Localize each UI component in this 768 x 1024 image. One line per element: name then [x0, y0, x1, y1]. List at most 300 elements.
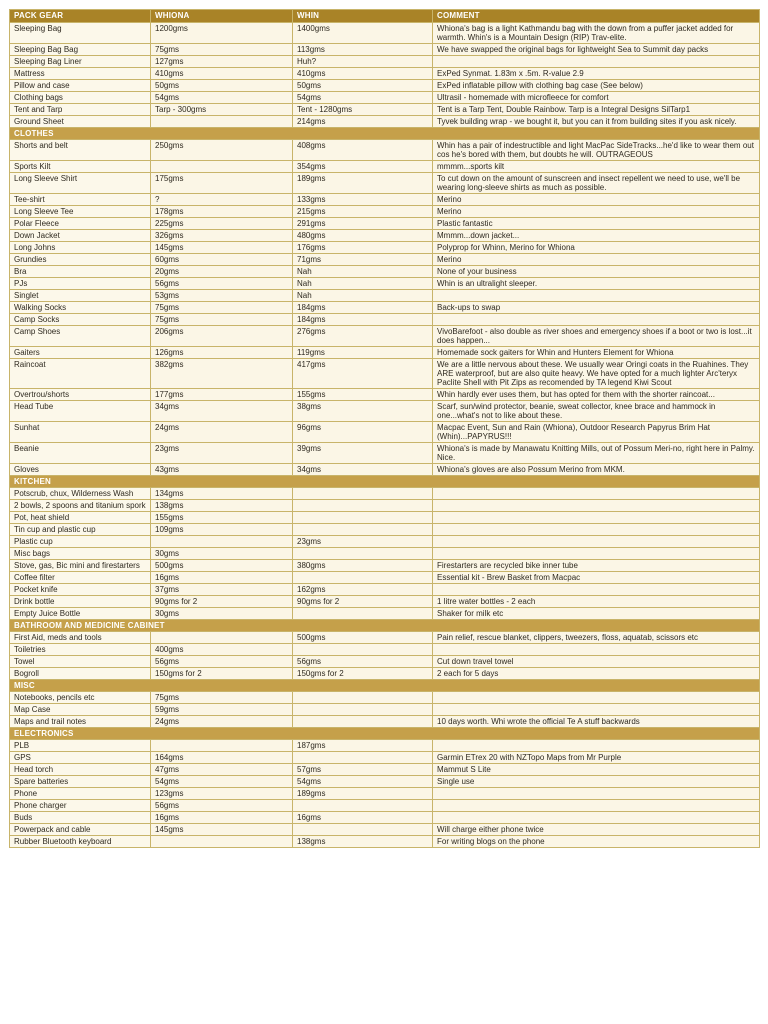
whiona-weight-cell: 47gms: [151, 764, 293, 776]
comment-cell: Scarf, sun/wind protector, beanie, sweat collector, knee brace and hammock in one...what's not to like about these.: [433, 401, 760, 422]
whiona-weight-cell: 326gms: [151, 230, 293, 242]
comment-cell: Firestarters are recycled bike inner tube: [433, 560, 760, 572]
table-row: [10, 422, 760, 443]
item-name-cell: Pillow and case: [10, 80, 151, 92]
item-name-cell: Coffee filter: [10, 572, 151, 584]
table-row: [10, 161, 760, 173]
item-name-cell: First Aid, meds and tools: [10, 632, 151, 644]
table-row: [10, 692, 760, 704]
whin-weight-cell: [293, 572, 433, 584]
whiona-weight-cell: 145gms: [151, 824, 293, 836]
whin-weight-cell: [293, 500, 433, 512]
whin-weight-cell: 214gms: [293, 116, 433, 128]
table-row: [10, 389, 760, 401]
whiona-weight-cell: ?: [151, 194, 293, 206]
comment-cell: Merino: [433, 206, 760, 218]
whiona-weight-cell: 177gms: [151, 389, 293, 401]
section-title: CLOTHES: [10, 128, 760, 140]
comment-cell: [433, 812, 760, 824]
item-name-cell: Phone charger: [10, 800, 151, 812]
whiona-weight-cell: 60gms: [151, 254, 293, 266]
comment-cell: Ultrasil - homemade with microfleece for comfort: [433, 92, 760, 104]
table-row: [10, 488, 760, 500]
whin-weight-cell: [293, 524, 433, 536]
header-whiona: WHIONA: [151, 10, 293, 23]
item-name-cell: Pocket knife: [10, 584, 151, 596]
whiona-weight-cell: 410gms: [151, 68, 293, 80]
whin-weight-cell: [293, 800, 433, 812]
comment-cell: Will charge either phone twice: [433, 824, 760, 836]
header-whin: WHIN: [293, 10, 433, 23]
item-name-cell: Rubber Bluetooth keyboard: [10, 836, 151, 848]
comment-cell: Back-ups to swap: [433, 302, 760, 314]
comment-cell: Merino: [433, 194, 760, 206]
table-row: [10, 116, 760, 128]
whiona-weight-cell: 75gms: [151, 692, 293, 704]
item-name-cell: Mattress: [10, 68, 151, 80]
table-row: [10, 788, 760, 800]
comment-cell: [433, 488, 760, 500]
table-row: [10, 548, 760, 560]
item-name-cell: Buds: [10, 812, 151, 824]
whin-weight-cell: [293, 488, 433, 500]
whin-weight-cell: 133gms: [293, 194, 433, 206]
item-name-cell: Map Case: [10, 704, 151, 716]
table-row: [10, 230, 760, 242]
whin-weight-cell: Tent - 1280gms: [293, 104, 433, 116]
item-name-cell: Head torch: [10, 764, 151, 776]
whin-weight-cell: 34gms: [293, 464, 433, 476]
item-name-cell: Down Jacket: [10, 230, 151, 242]
whiona-weight-cell: 75gms: [151, 314, 293, 326]
comment-cell: Whin is an ultralight sleeper.: [433, 278, 760, 290]
item-name-cell: Gaiters: [10, 347, 151, 359]
comment-cell: [433, 290, 760, 302]
whiona-weight-cell: 90gms for 2: [151, 596, 293, 608]
table-row: [10, 266, 760, 278]
whiona-weight-cell: 53gms: [151, 290, 293, 302]
whin-weight-cell: 1400gms: [293, 23, 433, 44]
table-row: [10, 92, 760, 104]
comment-cell: Tyvek building wrap - we bought it, but you can it from building sites if you ask nicely.: [433, 116, 760, 128]
whiona-weight-cell: 50gms: [151, 80, 293, 92]
whin-weight-cell: 50gms: [293, 80, 433, 92]
comment-cell: [433, 788, 760, 800]
comment-cell: Whiona's gloves are also Possum Merino from MKM.: [433, 464, 760, 476]
comment-cell: We have swapped the original bags for lightweight Sea to Summit day packs: [433, 44, 760, 56]
item-name-cell: Spare batteries: [10, 776, 151, 788]
whiona-weight-cell: 56gms: [151, 656, 293, 668]
whiona-weight-cell: 250gms: [151, 140, 293, 161]
whin-weight-cell: 215gms: [293, 206, 433, 218]
comment-cell: For writing blogs on the phone: [433, 836, 760, 848]
comment-cell: Homemade sock gaiters for Whin and Hunters Element for Whiona: [433, 347, 760, 359]
whiona-weight-cell: 382gms: [151, 359, 293, 389]
item-name-cell: Overtrou/shorts: [10, 389, 151, 401]
table-row: [10, 572, 760, 584]
table-row: [10, 173, 760, 194]
table-row: [10, 464, 760, 476]
whiona-weight-cell: 178gms: [151, 206, 293, 218]
table-row: [10, 644, 760, 656]
table-row: [10, 104, 760, 116]
whiona-weight-cell: 206gms: [151, 326, 293, 347]
section-title: ELECTRONICS: [10, 728, 760, 740]
comment-cell: 10 days worth. Whi wrote the official Te A stuff backwards: [433, 716, 760, 728]
whiona-weight-cell: 127gms: [151, 56, 293, 68]
whiona-weight-cell: [151, 836, 293, 848]
table-row: [10, 536, 760, 548]
whin-weight-cell: 138gms: [293, 836, 433, 848]
table-row: [10, 218, 760, 230]
comment-cell: To cut down on the amount of sunscreen and insect repellent we need to use, we'll be wearing long-sleeve shirts as much as possible.: [433, 173, 760, 194]
table-row: [10, 500, 760, 512]
whin-weight-cell: Nah: [293, 278, 433, 290]
whin-weight-cell: 39gms: [293, 443, 433, 464]
comment-cell: [433, 644, 760, 656]
item-name-cell: Raincoat: [10, 359, 151, 389]
whiona-weight-cell: 138gms: [151, 500, 293, 512]
item-name-cell: Maps and trail notes: [10, 716, 151, 728]
item-name-cell: GPS: [10, 752, 151, 764]
comment-cell: Merino: [433, 254, 760, 266]
item-name-cell: Tent and Tarp: [10, 104, 151, 116]
whiona-weight-cell: 109gms: [151, 524, 293, 536]
item-name-cell: Singlet: [10, 290, 151, 302]
gear-list-sheet: [9, 9, 759, 848]
whiona-weight-cell: 20gms: [151, 266, 293, 278]
whin-weight-cell: 189gms: [293, 788, 433, 800]
comment-cell: [433, 548, 760, 560]
table-row: [10, 401, 760, 422]
table-row: [10, 824, 760, 836]
section-header-row: [10, 128, 760, 140]
whin-weight-cell: 176gms: [293, 242, 433, 254]
item-name-cell: Misc bags: [10, 548, 151, 560]
section-title: MISC: [10, 680, 760, 692]
section-header-row: [10, 680, 760, 692]
whiona-weight-cell: 134gms: [151, 488, 293, 500]
item-name-cell: Long Sleeve Shirt: [10, 173, 151, 194]
whin-weight-cell: 113gms: [293, 44, 433, 56]
section-title: KITCHEN: [10, 476, 760, 488]
whin-weight-cell: 150gms for 2: [293, 668, 433, 680]
item-name-cell: Long Sleeve Tee: [10, 206, 151, 218]
whin-weight-cell: 54gms: [293, 92, 433, 104]
item-name-cell: Sleeping Bag Bag: [10, 44, 151, 56]
whin-weight-cell: [293, 608, 433, 620]
whiona-weight-cell: 500gms: [151, 560, 293, 572]
item-name-cell: Pot, heat shield: [10, 512, 151, 524]
table-row: [10, 752, 760, 764]
item-name-cell: Clothing bags: [10, 92, 151, 104]
comment-cell: [433, 500, 760, 512]
table-row: [10, 194, 760, 206]
table-row: [10, 740, 760, 752]
item-name-cell: Notebooks, pencils etc: [10, 692, 151, 704]
whiona-weight-cell: 37gms: [151, 584, 293, 596]
comment-cell: [433, 56, 760, 68]
comment-cell: Essential kit - Brew Basket from Macpac: [433, 572, 760, 584]
item-name-cell: Bra: [10, 266, 151, 278]
whin-weight-cell: 410gms: [293, 68, 433, 80]
item-name-cell: Camp Shoes: [10, 326, 151, 347]
table-row: [10, 359, 760, 389]
item-name-cell: Tee-shirt: [10, 194, 151, 206]
whiona-weight-cell: 24gms: [151, 716, 293, 728]
whiona-weight-cell: 54gms: [151, 776, 293, 788]
comment-cell: 2 each for 5 days: [433, 668, 760, 680]
whin-weight-cell: 71gms: [293, 254, 433, 266]
table-row: [10, 140, 760, 161]
table-row: [10, 584, 760, 596]
item-name-cell: Head Tube: [10, 401, 151, 422]
table-row: [10, 206, 760, 218]
whin-weight-cell: 162gms: [293, 584, 433, 596]
comment-cell: VivoBarefoot - also double as river shoes and emergency shoes if a boot or two is lost...it does happen...: [433, 326, 760, 347]
gear-table: [9, 9, 760, 848]
whiona-weight-cell: 23gms: [151, 443, 293, 464]
whiona-weight-cell: 54gms: [151, 92, 293, 104]
whin-weight-cell: 184gms: [293, 314, 433, 326]
item-name-cell: Ground Sheet: [10, 116, 151, 128]
comment-cell: [433, 314, 760, 326]
table-row: [10, 44, 760, 56]
comment-cell: [433, 512, 760, 524]
comment-cell: ExPed inflatable pillow with clothing bag case (See below): [433, 80, 760, 92]
comment-cell: Single use: [433, 776, 760, 788]
whiona-weight-cell: [151, 161, 293, 173]
whin-weight-cell: Nah: [293, 290, 433, 302]
table-row: [10, 704, 760, 716]
comment-cell: Cut down travel towel: [433, 656, 760, 668]
item-name-cell: Potscrub, chux, Wilderness Wash: [10, 488, 151, 500]
comment-cell: [433, 584, 760, 596]
table-row: [10, 80, 760, 92]
table-row: [10, 560, 760, 572]
whin-weight-cell: 23gms: [293, 536, 433, 548]
item-name-cell: Drink bottle: [10, 596, 151, 608]
whin-weight-cell: 276gms: [293, 326, 433, 347]
table-row: [10, 314, 760, 326]
whiona-weight-cell: [151, 632, 293, 644]
table-row: [10, 800, 760, 812]
comment-cell: None of your business: [433, 266, 760, 278]
whiona-weight-cell: [151, 740, 293, 752]
table-row: [10, 656, 760, 668]
item-name-cell: PJs: [10, 278, 151, 290]
whin-weight-cell: [293, 692, 433, 704]
table-header-row: [10, 10, 760, 23]
header-pack-gear: PACK GEAR: [10, 10, 151, 23]
header-comment: COMMENT: [433, 10, 760, 23]
item-name-cell: Walking Socks: [10, 302, 151, 314]
item-name-cell: Long Johns: [10, 242, 151, 254]
table-row: [10, 668, 760, 680]
whin-weight-cell: [293, 824, 433, 836]
whiona-weight-cell: 24gms: [151, 422, 293, 443]
item-name-cell: Grundies: [10, 254, 151, 266]
table-row: [10, 836, 760, 848]
item-name-cell: Tin cup and plastic cup: [10, 524, 151, 536]
item-name-cell: PLB: [10, 740, 151, 752]
comment-cell: Mammut S Lite: [433, 764, 760, 776]
table-row: [10, 716, 760, 728]
table-row: [10, 56, 760, 68]
section-header-row: [10, 620, 760, 632]
whin-weight-cell: 54gms: [293, 776, 433, 788]
whin-weight-cell: Nah: [293, 266, 433, 278]
item-name-cell: Beanie: [10, 443, 151, 464]
item-name-cell: Stove, gas, Bic mini and firestarters: [10, 560, 151, 572]
item-name-cell: Sports Kilt: [10, 161, 151, 173]
comment-cell: Whiona's is made by Manawatu Knitting Mills, out of Possum Meri-no, right here in Palmy. Nice.: [433, 443, 760, 464]
comment-cell: Whiona's bag is a light Kathmandu bag with the down from a puffer jacket added for warmth. Whin's is a Mountain Design (RIP) Trav-elite.: [433, 23, 760, 44]
gear-table-body: [10, 23, 760, 848]
whiona-weight-cell: 155gms: [151, 512, 293, 524]
comment-cell: [433, 704, 760, 716]
item-name-cell: Powerpack and cable: [10, 824, 151, 836]
whiona-weight-cell: 16gms: [151, 812, 293, 824]
whin-weight-cell: 38gms: [293, 401, 433, 422]
table-row: [10, 776, 760, 788]
table-row: [10, 290, 760, 302]
comment-cell: Whin has a pair of indestructible and light MacPac SideTracks...he'd like to wear them out cos he's bored with them, but doubts he will. OUTRAGEOUS: [433, 140, 760, 161]
comment-cell: Whin hardly ever uses them, but has opted for them with the shorter raincoat...: [433, 389, 760, 401]
comment-cell: Plastic fantastic: [433, 218, 760, 230]
comment-cell: [433, 524, 760, 536]
table-row: [10, 443, 760, 464]
whin-weight-cell: 119gms: [293, 347, 433, 359]
comment-cell: Garmin ETrex 20 with NZTopo Maps from Mr Purple: [433, 752, 760, 764]
item-name-cell: Towel: [10, 656, 151, 668]
item-name-cell: Bogroll: [10, 668, 151, 680]
whiona-weight-cell: [151, 116, 293, 128]
comment-cell: We are a little nervous about these. We usually wear Oringi coats in the Ruahines. They ARE waterproof, but are also quite heavy. We have opted for a much lighter Arc'teryx Paclite Shell with Pit Zips as recomended by TA legend Kiwi Scout: [433, 359, 760, 389]
whin-weight-cell: 56gms: [293, 656, 433, 668]
whiona-weight-cell: [151, 536, 293, 548]
table-row: [10, 68, 760, 80]
whin-weight-cell: 90gms for 2: [293, 596, 433, 608]
comment-cell: mmmm...sports kilt: [433, 161, 760, 173]
comment-cell: Shaker for milk etc: [433, 608, 760, 620]
section-header-row: [10, 476, 760, 488]
whin-weight-cell: 189gms: [293, 173, 433, 194]
whiona-weight-cell: 16gms: [151, 572, 293, 584]
comment-cell: [433, 536, 760, 548]
table-row: [10, 23, 760, 44]
whiona-weight-cell: 43gms: [151, 464, 293, 476]
table-row: [10, 242, 760, 254]
whin-weight-cell: 500gms: [293, 632, 433, 644]
whin-weight-cell: 291gms: [293, 218, 433, 230]
table-row: [10, 812, 760, 824]
table-row: [10, 326, 760, 347]
table-row: [10, 512, 760, 524]
whin-weight-cell: 155gms: [293, 389, 433, 401]
whiona-weight-cell: 175gms: [151, 173, 293, 194]
comment-cell: Pain relief, rescue blanket, clippers, tweezers, floss, aquatab, scissors etc: [433, 632, 760, 644]
comment-cell: Polyprop for Whinn, Merino for Whiona: [433, 242, 760, 254]
item-name-cell: Gloves: [10, 464, 151, 476]
whin-weight-cell: [293, 752, 433, 764]
whin-weight-cell: 354gms: [293, 161, 433, 173]
section-title: BATHROOM AND MEDICINE CABINET: [10, 620, 760, 632]
item-name-cell: Camp Socks: [10, 314, 151, 326]
whin-weight-cell: 417gms: [293, 359, 433, 389]
table-row: [10, 608, 760, 620]
item-name-cell: Shorts and belt: [10, 140, 151, 161]
item-name-cell: Polar Fleece: [10, 218, 151, 230]
whin-weight-cell: 16gms: [293, 812, 433, 824]
whin-weight-cell: 408gms: [293, 140, 433, 161]
whiona-weight-cell: 30gms: [151, 548, 293, 560]
whin-weight-cell: 380gms: [293, 560, 433, 572]
table-row: [10, 278, 760, 290]
comment-cell: Tent is a Tarp Tent, Double Rainbow. Tarp is a Integral Designs SilTarp1: [433, 104, 760, 116]
whin-weight-cell: [293, 644, 433, 656]
whiona-weight-cell: 225gms: [151, 218, 293, 230]
item-name-cell: Empty Juice Bottle: [10, 608, 151, 620]
whiona-weight-cell: 123gms: [151, 788, 293, 800]
comment-cell: ExPed Synmat. 1.83m x .5m. R-value 2.9: [433, 68, 760, 80]
comment-cell: Macpac Event, Sun and Rain (Whiona), Outdoor Research Papyrus Brim Hat (Whin)...PAPYRUS!!!: [433, 422, 760, 443]
table-row: [10, 764, 760, 776]
whiona-weight-cell: Tarp - 300gms: [151, 104, 293, 116]
section-header-row: [10, 728, 760, 740]
comment-cell: [433, 740, 760, 752]
table-row: [10, 524, 760, 536]
whiona-weight-cell: 126gms: [151, 347, 293, 359]
item-name-cell: Phone: [10, 788, 151, 800]
whiona-weight-cell: 150gms for 2: [151, 668, 293, 680]
table-row: [10, 596, 760, 608]
whiona-weight-cell: 30gms: [151, 608, 293, 620]
table-row: [10, 254, 760, 266]
whin-weight-cell: 184gms: [293, 302, 433, 314]
whin-weight-cell: 96gms: [293, 422, 433, 443]
whin-weight-cell: [293, 512, 433, 524]
whin-weight-cell: [293, 548, 433, 560]
whiona-weight-cell: 59gms: [151, 704, 293, 716]
table-row: [10, 347, 760, 359]
comment-cell: Mmmm...down jacket...: [433, 230, 760, 242]
whiona-weight-cell: 75gms: [151, 302, 293, 314]
whin-weight-cell: [293, 704, 433, 716]
whin-weight-cell: 57gms: [293, 764, 433, 776]
item-name-cell: Toiletries: [10, 644, 151, 656]
item-name-cell: Plastic cup: [10, 536, 151, 548]
whiona-weight-cell: 1200gms: [151, 23, 293, 44]
item-name-cell: Sleeping Bag Liner: [10, 56, 151, 68]
comment-cell: 1 litre water bottles - 2 each: [433, 596, 760, 608]
whiona-weight-cell: 164gms: [151, 752, 293, 764]
item-name-cell: Sleeping Bag: [10, 23, 151, 44]
whiona-weight-cell: 56gms: [151, 278, 293, 290]
table-row: [10, 632, 760, 644]
whiona-weight-cell: 145gms: [151, 242, 293, 254]
item-name-cell: Sunhat: [10, 422, 151, 443]
whiona-weight-cell: 56gms: [151, 800, 293, 812]
whin-weight-cell: 480gms: [293, 230, 433, 242]
whiona-weight-cell: 400gms: [151, 644, 293, 656]
whin-weight-cell: [293, 716, 433, 728]
item-name-cell: 2 bowls, 2 spoons and titanium spork: [10, 500, 151, 512]
whin-weight-cell: Huh?: [293, 56, 433, 68]
whin-weight-cell: 187gms: [293, 740, 433, 752]
whiona-weight-cell: 75gms: [151, 44, 293, 56]
whiona-weight-cell: 34gms: [151, 401, 293, 422]
